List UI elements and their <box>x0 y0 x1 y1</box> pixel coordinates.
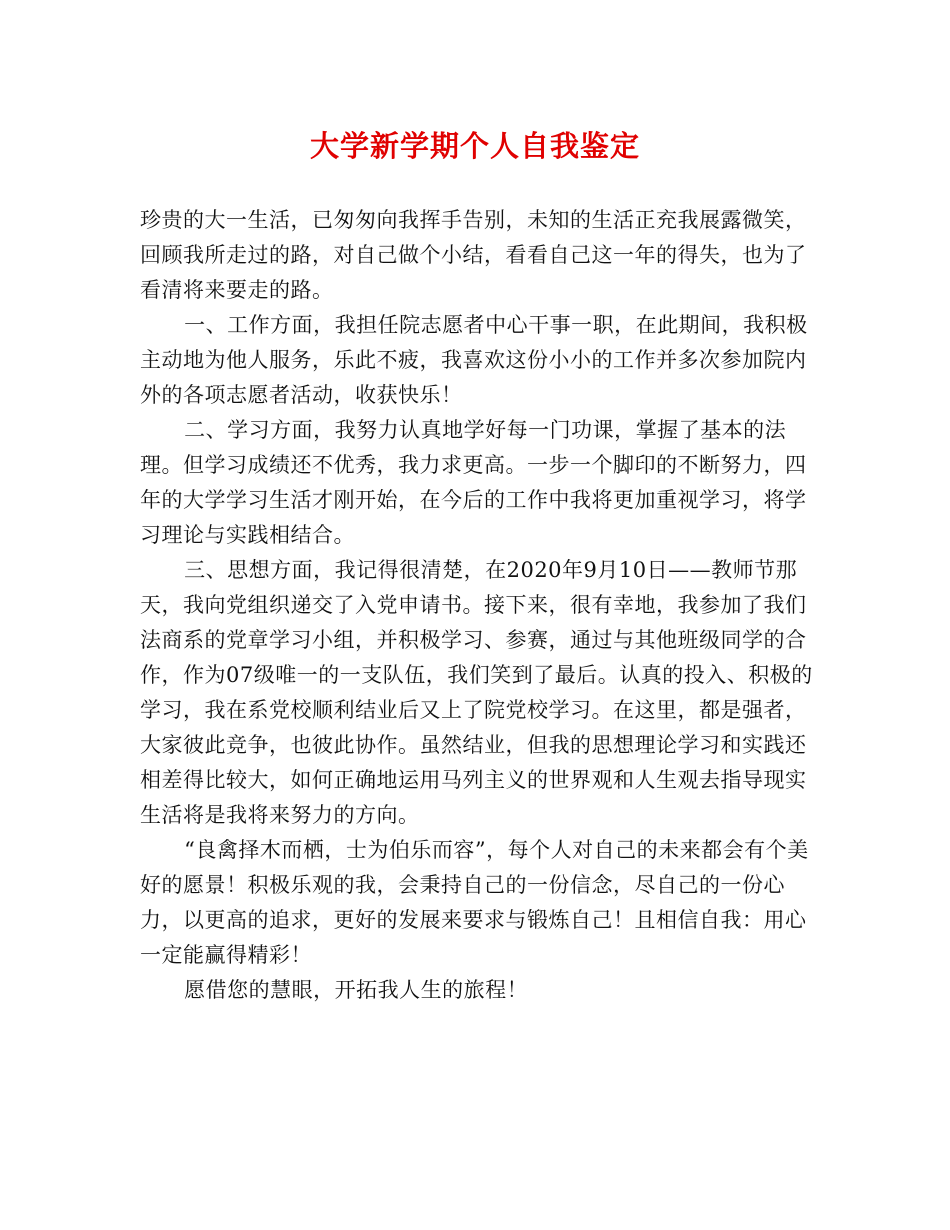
paragraph-thought: 三、思想方面，我记得很清楚，在2020年9月10日——教师节那天，我向党组织递交了入党申请书。接下来，很有幸地，我参加了我们法商系的党章学习小组，并积极学习、参赛，通过与其他班级同学的合作，作为07级唯一的一支队伍，我们笑到了最后。认真的投入、积极的学习，我在系党校顺利结业后又上了院党校学习。在这里，都是强者，大家彼此竞争，也彼此协作。虽然结业，但我的思想理论学习和实践还相差得比较大，如何正确地运用马列主义的世界观和人生观去指导现实生活将是我将来努力的方向。 <box>140 558 813 827</box>
paragraph-closing: 愿借您的慧眼，开拓我人生的旅程！ <box>184 978 529 1002</box>
paragraph-intro: 珍贵的大一生活，已匆匆向我挥手告别，未知的生活正充我展露微笑，回顾我所走过的路，对自己做个小结，看看自己这一年的得失，也为了看清将来要走的路。 <box>140 208 807 302</box>
paragraph-study: 二、学习方面，我努力认真地学好每一门功课，掌握了基本的法理。但学习成绩还不优秀，我力求更高。一步一个脚印的不断努力，四年的大学学习生活才刚开始，在今后的工作中我将更加重视学习，将学习理论与实践相结合。 <box>140 418 807 547</box>
paragraph-work: 一、工作方面，我担任院志愿者中心干事一职，在此期间，我积极主动地为他人服务，乐此不疲，我喜欢这份小小的工作并多次参加院内外的各项志愿者活动，收获快乐！ <box>140 313 808 407</box>
document-title: 大学新学期个人自我鉴定 <box>309 129 640 163</box>
paragraph-outlook: “良禽择木而栖，士为伯乐而容”，每个人对自己的未来都会有个美好的愿景！积极乐观的我，会秉持自己的一份信念，尽自己的一份心力，以更高的追求，更好的发展来要求与锻炼自己！且相信自我：用心一定能赢得精彩！ <box>140 838 809 967</box>
document-body <box>140 203 820 1008</box>
